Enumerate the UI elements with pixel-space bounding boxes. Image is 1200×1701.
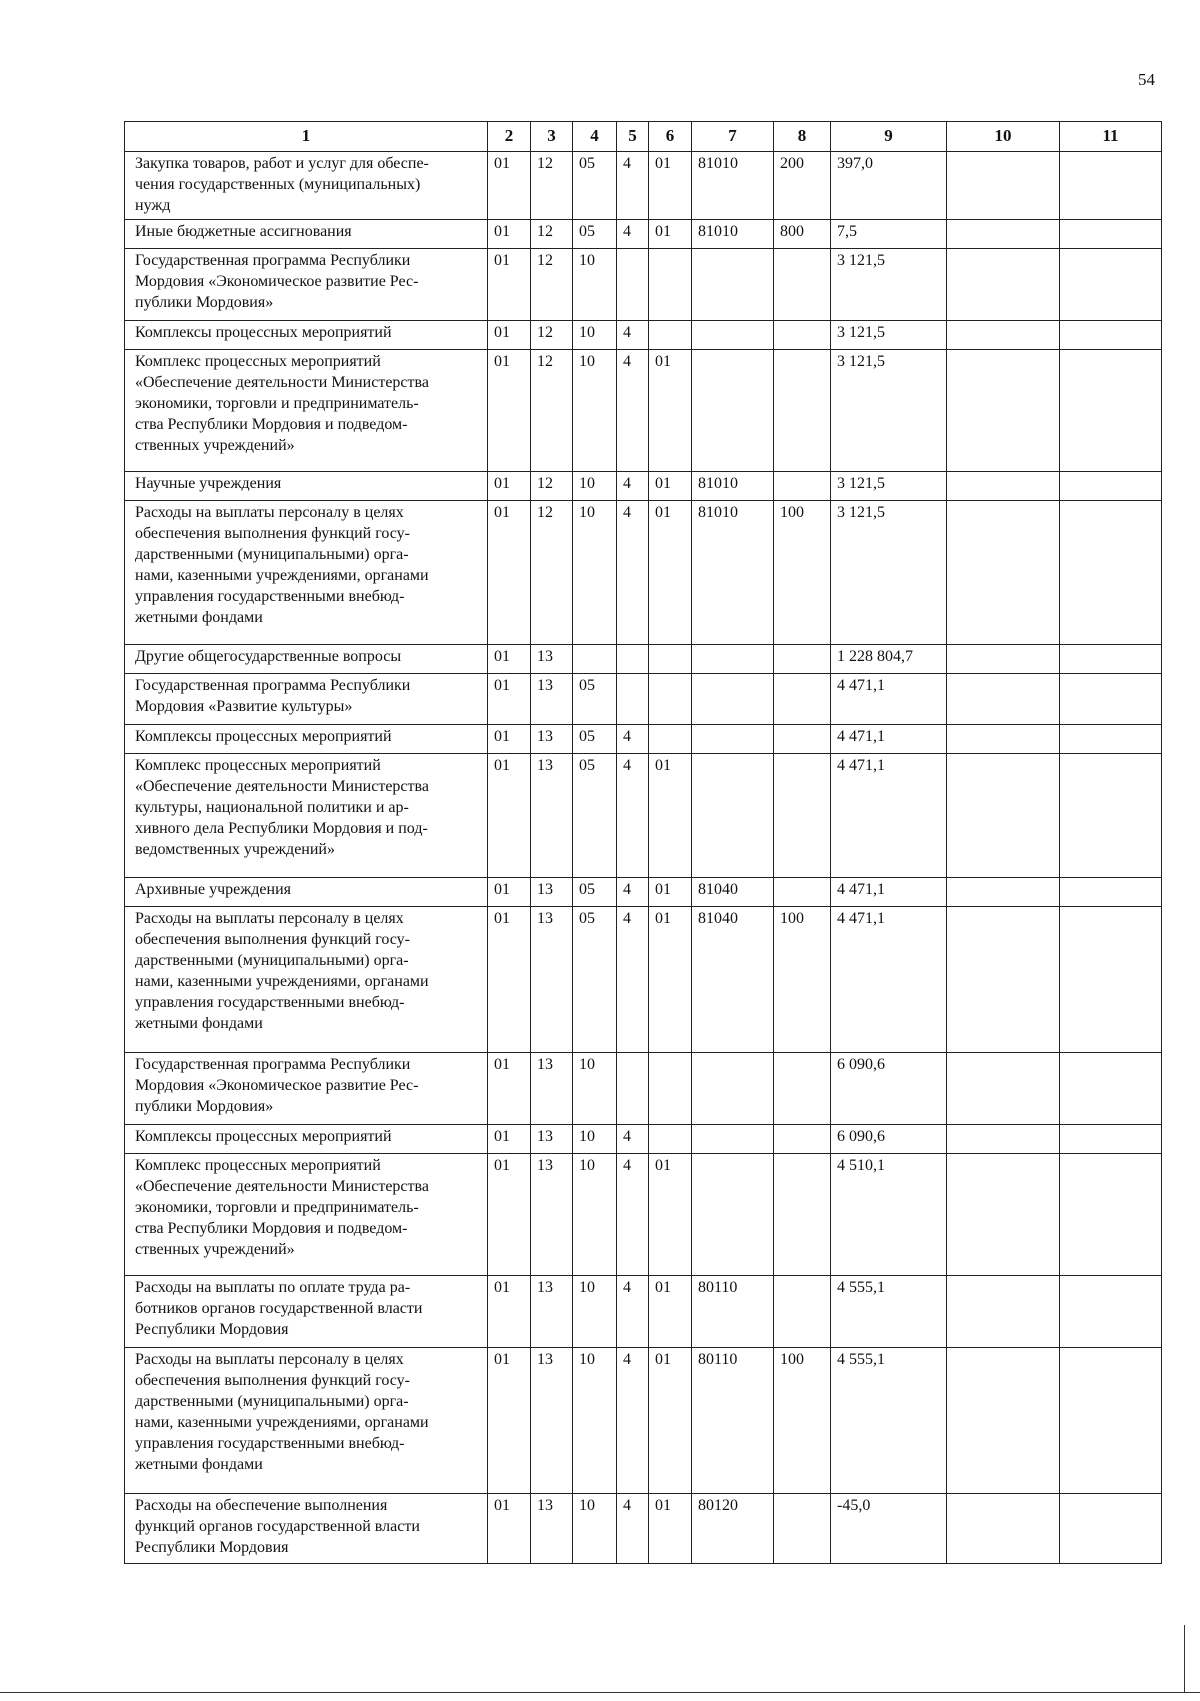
- row-col-6-cell: [649, 645, 692, 674]
- row-col-8-cell: [774, 645, 831, 674]
- page-bottom-edge: [0, 1692, 1200, 1693]
- row-col-7-cell: [692, 674, 774, 725]
- row-col-3-cell: 13: [531, 1276, 573, 1348]
- row-col-5-cell: [617, 249, 649, 321]
- row-col-6-cell: 01: [649, 878, 692, 907]
- row-col-8-cell: 200: [774, 152, 831, 220]
- row-col-3-cell: 12: [531, 321, 573, 350]
- row-name-cell: Комплексы процессных мероприятий: [125, 1125, 488, 1154]
- row-col-2-cell: 01: [488, 645, 531, 674]
- row-col-4-cell: 05: [573, 725, 617, 754]
- row-col-3-cell: 13: [531, 907, 573, 1053]
- row-name-cell: Другие общегосударственные вопросы: [125, 645, 488, 674]
- header-col-11: 11: [1060, 122, 1162, 152]
- budget-table: [124, 121, 1162, 1564]
- row-col-5-cell: [617, 645, 649, 674]
- header-col-4: 4: [573, 122, 617, 152]
- row-col-4-cell: 10: [573, 1348, 617, 1494]
- row-col-2-cell: 01: [488, 725, 531, 754]
- row-col-7-cell: [692, 1053, 774, 1125]
- row-name-cell: Расходы на выплаты по оплате труда ра- ботников органов государственной власти Республики Мордовия: [125, 1276, 488, 1348]
- row-col-6-cell: [649, 725, 692, 754]
- row-name-cell: Комплексы процессных мероприятий: [125, 725, 488, 754]
- row-col-8-cell: [774, 321, 831, 350]
- row-col-2-cell: 01: [488, 501, 531, 645]
- row-col-6-cell: 01: [649, 152, 692, 220]
- row-col-9-cell: 4 510,1: [831, 1154, 947, 1276]
- header-col-6: 6: [649, 122, 692, 152]
- row-col-9-cell: 4 555,1: [831, 1348, 947, 1494]
- row-col-9-cell: -45,0: [831, 1494, 947, 1564]
- table-row: [125, 1154, 1162, 1276]
- row-col-6-cell: [649, 321, 692, 350]
- row-col-5-cell: 4: [617, 754, 649, 878]
- row-col-8-cell: 100: [774, 1348, 831, 1494]
- row-col-2-cell: 01: [488, 1053, 531, 1125]
- table-row: [125, 1125, 1162, 1154]
- row-col-8-cell: [774, 725, 831, 754]
- row-col-6-cell: [649, 1053, 692, 1125]
- row-name-cell: Закупка товаров, работ и услуг для обеспе- чения государственных (муниципальных) нужд: [125, 152, 488, 220]
- row-col-3-cell: 12: [531, 152, 573, 220]
- row-col-3-cell: 13: [531, 1348, 573, 1494]
- row-col-11-cell: [1060, 1053, 1162, 1125]
- table-row: [125, 321, 1162, 350]
- row-col-2-cell: 01: [488, 1276, 531, 1348]
- row-col-8-cell: [774, 1276, 831, 1348]
- row-col-9-cell: 3 121,5: [831, 321, 947, 350]
- row-name-cell: Расходы на выплаты персоналу в целях обеспечения выполнения функций госу- дарственными (муниципальными) орга- нами, казенными учреждениями, органами управления государственными внебюд- жетными фондами: [125, 1348, 488, 1494]
- row-col-6-cell: 01: [649, 220, 692, 249]
- row-col-11-cell: [1060, 321, 1162, 350]
- row-col-2-cell: 01: [488, 152, 531, 220]
- row-col-8-cell: [774, 249, 831, 321]
- row-col-2-cell: 01: [488, 350, 531, 472]
- table-row: [125, 725, 1162, 754]
- row-col-6-cell: 01: [649, 1154, 692, 1276]
- row-col-3-cell: 13: [531, 878, 573, 907]
- row-col-7-cell: [692, 725, 774, 754]
- row-col-9-cell: 4 471,1: [831, 674, 947, 725]
- table-row: [125, 907, 1162, 1053]
- row-col-2-cell: 01: [488, 674, 531, 725]
- row-col-4-cell: 05: [573, 674, 617, 725]
- row-col-10-cell: [947, 501, 1060, 645]
- header-col-7: 7: [692, 122, 774, 152]
- row-col-7-cell: 80110: [692, 1276, 774, 1348]
- row-name-cell: Расходы на обеспечение выполнения функций органов государственной власти Республики Мордовия: [125, 1494, 488, 1564]
- row-col-2-cell: 01: [488, 321, 531, 350]
- row-col-2-cell: 01: [488, 1154, 531, 1276]
- row-col-11-cell: [1060, 754, 1162, 878]
- row-col-4-cell: 10: [573, 472, 617, 501]
- table-row: [125, 1053, 1162, 1125]
- row-col-4-cell: 10: [573, 501, 617, 645]
- page-side-edge: [1184, 1625, 1185, 1692]
- row-col-7-cell: [692, 754, 774, 878]
- row-col-9-cell: 4 471,1: [831, 754, 947, 878]
- row-col-6-cell: [649, 249, 692, 321]
- row-col-8-cell: [774, 472, 831, 501]
- row-col-4-cell: 10: [573, 1053, 617, 1125]
- header-col-2: 2: [488, 122, 531, 152]
- row-col-11-cell: [1060, 472, 1162, 501]
- row-col-11-cell: [1060, 1348, 1162, 1494]
- row-col-4-cell: 05: [573, 152, 617, 220]
- row-col-11-cell: [1060, 152, 1162, 220]
- row-col-6-cell: 01: [649, 1348, 692, 1494]
- row-col-10-cell: [947, 1154, 1060, 1276]
- row-col-9-cell: 3 121,5: [831, 501, 947, 645]
- table-row: [125, 1494, 1162, 1564]
- row-col-7-cell: [692, 1154, 774, 1276]
- row-name-cell: Научные учреждения: [125, 472, 488, 501]
- row-col-9-cell: 3 121,5: [831, 472, 947, 501]
- table-row: [125, 754, 1162, 878]
- row-col-5-cell: 4: [617, 501, 649, 645]
- row-col-10-cell: [947, 878, 1060, 907]
- header-col-10: 10: [947, 122, 1060, 152]
- row-col-11-cell: [1060, 674, 1162, 725]
- row-col-2-cell: 01: [488, 1125, 531, 1154]
- row-col-10-cell: [947, 907, 1060, 1053]
- row-col-3-cell: 13: [531, 645, 573, 674]
- row-col-11-cell: [1060, 501, 1162, 645]
- row-col-6-cell: [649, 1125, 692, 1154]
- row-col-10-cell: [947, 1053, 1060, 1125]
- row-col-7-cell: 81010: [692, 152, 774, 220]
- table-row: [125, 350, 1162, 472]
- row-col-4-cell: 10: [573, 1125, 617, 1154]
- row-col-7-cell: 81010: [692, 501, 774, 645]
- row-col-5-cell: 4: [617, 1154, 649, 1276]
- row-col-9-cell: 4 471,1: [831, 878, 947, 907]
- table-row: [125, 645, 1162, 674]
- page-number: 54: [1138, 70, 1155, 89]
- header-col-8: 8: [774, 122, 831, 152]
- row-col-8-cell: 100: [774, 907, 831, 1053]
- row-col-4-cell: 10: [573, 321, 617, 350]
- row-col-10-cell: [947, 152, 1060, 220]
- row-col-9-cell: 3 121,5: [831, 249, 947, 321]
- row-col-5-cell: 4: [617, 907, 649, 1053]
- row-col-10-cell: [947, 754, 1060, 878]
- table-row: [125, 1276, 1162, 1348]
- row-col-7-cell: 81010: [692, 472, 774, 501]
- row-col-4-cell: 05: [573, 220, 617, 249]
- row-col-6-cell: 01: [649, 907, 692, 1053]
- table-row: [125, 1348, 1162, 1494]
- table-row: [125, 152, 1162, 220]
- row-col-5-cell: 4: [617, 1276, 649, 1348]
- row-col-9-cell: 4 471,1: [831, 725, 947, 754]
- row-col-11-cell: [1060, 878, 1162, 907]
- header-col-9: 9: [831, 122, 947, 152]
- row-col-8-cell: [774, 878, 831, 907]
- row-col-11-cell: [1060, 725, 1162, 754]
- table-row: [125, 878, 1162, 907]
- row-col-10-cell: [947, 472, 1060, 501]
- row-name-cell: Комплекс процессных мероприятий «Обеспечение деятельности Министерства культуры, национальной политики и ар- хивного дела Республики Мордовия и под- ведомственных учреждений»: [125, 754, 488, 878]
- row-col-7-cell: [692, 321, 774, 350]
- row-col-4-cell: 10: [573, 249, 617, 321]
- row-col-3-cell: 13: [531, 674, 573, 725]
- row-col-11-cell: [1060, 220, 1162, 249]
- row-col-8-cell: [774, 1494, 831, 1564]
- row-col-5-cell: 4: [617, 878, 649, 907]
- row-col-7-cell: [692, 350, 774, 472]
- row-col-8-cell: [774, 754, 831, 878]
- row-col-7-cell: 80120: [692, 1494, 774, 1564]
- row-col-7-cell: 81010: [692, 220, 774, 249]
- row-col-2-cell: 01: [488, 249, 531, 321]
- row-col-5-cell: 4: [617, 152, 649, 220]
- row-col-4-cell: 10: [573, 1494, 617, 1564]
- row-name-cell: Комплексы процессных мероприятий: [125, 321, 488, 350]
- row-col-3-cell: 12: [531, 220, 573, 249]
- row-col-9-cell: 7,5: [831, 220, 947, 249]
- row-name-cell: Государственная программа Республики Мордовия «Экономическое развитие Рес- публики Мордовия»: [125, 1053, 488, 1125]
- row-name-cell: Архивные учреждения: [125, 878, 488, 907]
- row-col-3-cell: 12: [531, 501, 573, 645]
- row-col-11-cell: [1060, 249, 1162, 321]
- header-col-3: 3: [531, 122, 573, 152]
- row-col-8-cell: [774, 1154, 831, 1276]
- row-col-8-cell: 800: [774, 220, 831, 249]
- row-col-11-cell: [1060, 645, 1162, 674]
- row-col-10-cell: [947, 350, 1060, 472]
- row-col-5-cell: 4: [617, 725, 649, 754]
- row-col-3-cell: 12: [531, 350, 573, 472]
- row-col-6-cell: 01: [649, 754, 692, 878]
- row-col-3-cell: 12: [531, 472, 573, 501]
- row-col-11-cell: [1060, 907, 1162, 1053]
- header-row: [125, 122, 1162, 152]
- row-col-3-cell: 13: [531, 1494, 573, 1564]
- row-col-5-cell: 4: [617, 321, 649, 350]
- row-col-7-cell: 81040: [692, 878, 774, 907]
- row-col-2-cell: 01: [488, 1348, 531, 1494]
- row-col-9-cell: 397,0: [831, 152, 947, 220]
- row-col-10-cell: [947, 725, 1060, 754]
- row-col-4-cell: 05: [573, 907, 617, 1053]
- row-col-6-cell: 01: [649, 1276, 692, 1348]
- row-col-3-cell: 13: [531, 1154, 573, 1276]
- row-col-6-cell: 01: [649, 472, 692, 501]
- table-row: [125, 472, 1162, 501]
- row-col-8-cell: [774, 1125, 831, 1154]
- row-col-11-cell: [1060, 350, 1162, 472]
- row-col-2-cell: 01: [488, 220, 531, 249]
- row-col-2-cell: 01: [488, 907, 531, 1053]
- row-col-7-cell: [692, 249, 774, 321]
- row-col-9-cell: 1 228 804,7: [831, 645, 947, 674]
- row-col-10-cell: [947, 220, 1060, 249]
- table-row: [125, 674, 1162, 725]
- row-col-8-cell: [774, 1053, 831, 1125]
- row-col-5-cell: 4: [617, 1494, 649, 1564]
- row-name-cell: Расходы на выплаты персоналу в целях обеспечения выполнения функций госу- дарственными (муниципальными) орга- нами, казенными учреждениями, органами управления государственными внебюд- жетными фондами: [125, 501, 488, 645]
- row-col-10-cell: [947, 1348, 1060, 1494]
- row-col-4-cell: 10: [573, 1154, 617, 1276]
- row-col-5-cell: [617, 674, 649, 725]
- row-name-cell: Иные бюджетные ассигнования: [125, 220, 488, 249]
- row-col-4-cell: 05: [573, 754, 617, 878]
- row-col-10-cell: [947, 1494, 1060, 1564]
- row-col-6-cell: 01: [649, 350, 692, 472]
- row-col-9-cell: 6 090,6: [831, 1053, 947, 1125]
- row-name-cell: Комплекс процессных мероприятий «Обеспечение деятельности Министерства экономики, торговли и предприниматель- ства Республики Мордовия и подведом- ственных учреждений»: [125, 350, 488, 472]
- row-col-7-cell: [692, 645, 774, 674]
- table-row: [125, 249, 1162, 321]
- header-col-1: 1: [125, 122, 488, 152]
- row-col-5-cell: 4: [617, 1125, 649, 1154]
- row-col-11-cell: [1060, 1125, 1162, 1154]
- row-col-3-cell: 13: [531, 1125, 573, 1154]
- row-col-5-cell: 4: [617, 472, 649, 501]
- row-col-10-cell: [947, 249, 1060, 321]
- row-col-7-cell: 80110: [692, 1348, 774, 1494]
- row-col-6-cell: 01: [649, 1494, 692, 1564]
- row-col-10-cell: [947, 321, 1060, 350]
- row-col-9-cell: 3 121,5: [831, 350, 947, 472]
- row-col-4-cell: 10: [573, 350, 617, 472]
- row-col-10-cell: [947, 645, 1060, 674]
- row-col-7-cell: [692, 1125, 774, 1154]
- row-col-7-cell: 81040: [692, 907, 774, 1053]
- row-col-11-cell: [1060, 1154, 1162, 1276]
- table-row: [125, 220, 1162, 249]
- row-col-3-cell: 13: [531, 1053, 573, 1125]
- row-col-6-cell: [649, 674, 692, 725]
- row-col-9-cell: 6 090,6: [831, 1125, 947, 1154]
- row-col-9-cell: 4 555,1: [831, 1276, 947, 1348]
- row-col-2-cell: 01: [488, 754, 531, 878]
- row-col-5-cell: 4: [617, 1348, 649, 1494]
- row-col-10-cell: [947, 674, 1060, 725]
- row-col-9-cell: 4 471,1: [831, 907, 947, 1053]
- row-name-cell: Государственная программа Республики Мордовия «Экономическое развитие Рес- публики Мордовия»: [125, 249, 488, 321]
- row-name-cell: Государственная программа Республики Мордовия «Развитие культуры»: [125, 674, 488, 725]
- row-col-5-cell: 4: [617, 350, 649, 472]
- row-col-8-cell: 100: [774, 501, 831, 645]
- row-col-4-cell: 10: [573, 1276, 617, 1348]
- row-col-8-cell: [774, 674, 831, 725]
- header-col-5: 5: [617, 122, 649, 152]
- row-col-5-cell: 4: [617, 220, 649, 249]
- row-name-cell: Расходы на выплаты персоналу в целях обеспечения выполнения функций госу- дарственными (муниципальными) орга- нами, казенными учреждениями, органами управления государственными внебюд- жетными фондами: [125, 907, 488, 1053]
- table-row: [125, 501, 1162, 645]
- row-col-6-cell: 01: [649, 501, 692, 645]
- row-col-4-cell: [573, 645, 617, 674]
- row-col-10-cell: [947, 1125, 1060, 1154]
- row-col-2-cell: 01: [488, 1494, 531, 1564]
- row-col-3-cell: 13: [531, 725, 573, 754]
- row-col-11-cell: [1060, 1494, 1162, 1564]
- row-col-2-cell: 01: [488, 472, 531, 501]
- row-col-11-cell: [1060, 1276, 1162, 1348]
- row-name-cell: Комплекс процессных мероприятий «Обеспечение деятельности Министерства экономики, торговли и предприниматель- ства Республики Мордовия и подведом- ственных учреждений»: [125, 1154, 488, 1276]
- row-col-3-cell: 12: [531, 249, 573, 321]
- row-col-3-cell: 13: [531, 754, 573, 878]
- row-col-10-cell: [947, 1276, 1060, 1348]
- row-col-4-cell: 05: [573, 878, 617, 907]
- row-col-8-cell: [774, 350, 831, 472]
- row-col-2-cell: 01: [488, 878, 531, 907]
- row-col-5-cell: [617, 1053, 649, 1125]
